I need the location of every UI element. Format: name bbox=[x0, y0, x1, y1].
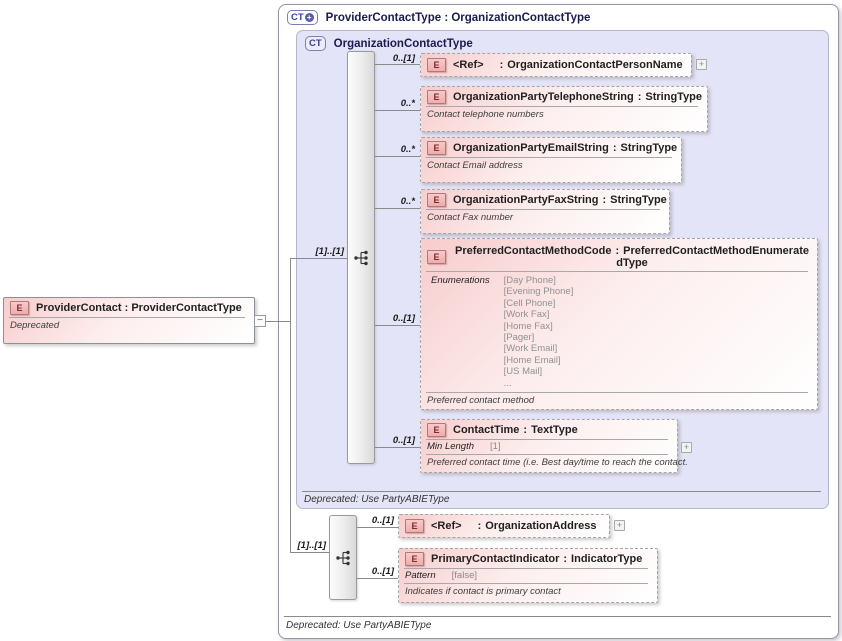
element-title: PrimaryContactIndicator : IndicatorType bbox=[431, 553, 643, 565]
organization-party-email-string-element[interactable] bbox=[420, 137, 682, 183]
facet-row bbox=[399, 569, 657, 583]
enumerations-section bbox=[421, 272, 817, 391]
element-icon: E bbox=[10, 301, 29, 315]
element-icon: E bbox=[427, 250, 446, 264]
cardinality-label: 0..* bbox=[400, 196, 415, 207]
cardinality-label: 0..* bbox=[400, 98, 415, 109]
connector-line bbox=[357, 527, 398, 528]
cardinality-label: 0..[1] bbox=[392, 53, 415, 64]
connector-line bbox=[375, 325, 420, 326]
contact-time-element[interactable] bbox=[420, 419, 688, 473]
outer-footer-divider bbox=[284, 616, 831, 617]
preferred-contact-method-code-element[interactable] bbox=[420, 238, 818, 410]
outer-deprecated-note: Deprecated: Use PartyABIEType bbox=[286, 620, 432, 631]
inner-box-title: OrganizationContactType bbox=[333, 37, 473, 50]
complex-type-derived-icon: CT + bbox=[287, 10, 318, 25]
provider-contact-header bbox=[4, 298, 254, 317]
ref-organization-contact-person-name-element[interactable] bbox=[420, 53, 692, 77]
cardinality-label: 0..[1] bbox=[371, 515, 394, 526]
connector-line bbox=[291, 552, 329, 553]
element-title: <Ref> : OrganizationAddress bbox=[431, 520, 597, 532]
element-icon: E bbox=[405, 552, 424, 566]
ref-organization-address-element[interactable] bbox=[398, 514, 610, 538]
element-title: ContactTime : TextType bbox=[453, 424, 578, 436]
connector-line bbox=[357, 578, 398, 579]
sequence1-cardinality: [1]..[1] bbox=[315, 246, 344, 257]
element-icon: E bbox=[427, 423, 446, 437]
element-annotation: Preferred contact method bbox=[427, 395, 535, 406]
element-annotation: Contact telephone numbers bbox=[427, 109, 544, 120]
connector-line bbox=[375, 208, 420, 209]
cardinality-label: 0..* bbox=[400, 144, 415, 155]
cardinality-label: 0..[1] bbox=[371, 566, 394, 577]
expand-icon[interactable]: + bbox=[681, 442, 692, 453]
connector-line bbox=[291, 258, 347, 259]
element-title: OrganizationPartyEmailString : StringType bbox=[453, 142, 678, 154]
cardinality-label: 0..[1] bbox=[392, 313, 415, 324]
connector-line bbox=[375, 110, 420, 111]
derived-plus-icon: + bbox=[305, 13, 314, 22]
facet-value: [1] bbox=[490, 441, 501, 452]
cardinality-label: 0..[1] bbox=[392, 435, 415, 446]
element-icon: E bbox=[427, 193, 446, 207]
complex-type-icon: CT bbox=[305, 36, 326, 51]
sequence1-compositor[interactable] bbox=[347, 51, 375, 464]
provider-contact-annotation: Deprecated bbox=[10, 320, 60, 331]
element-title: <Ref> : OrganizationContactPersonName bbox=[453, 59, 683, 71]
element-annotation: Preferred contact time (i.e. Best day/time to reach the contact. bbox=[427, 457, 688, 468]
sequence-icon bbox=[335, 549, 352, 567]
connector-line bbox=[375, 447, 420, 448]
element-annotation: Contact Fax number bbox=[427, 212, 514, 223]
element-annotation: Contact Email address bbox=[427, 160, 523, 171]
element-title: PreferredContactMethodCode : PreferredContactMethodEnumeratedType bbox=[455, 245, 809, 269]
connector-line bbox=[375, 64, 420, 65]
expand-icon[interactable]: + bbox=[696, 59, 707, 70]
element-icon: E bbox=[427, 90, 446, 104]
facet-value: [false] bbox=[451, 570, 477, 581]
element-title: OrganizationPartyFaxString : StringType bbox=[453, 194, 667, 206]
facet-label: Min Length bbox=[427, 441, 475, 452]
connector-line bbox=[375, 156, 420, 157]
provider-contact-title: ProviderContact : ProviderContactType bbox=[36, 302, 242, 314]
element-icon: E bbox=[427, 58, 446, 72]
enumerations-label: Enumerations bbox=[431, 275, 490, 286]
element-title: OrganizationPartyTelephoneString : StringType bbox=[453, 91, 703, 103]
sequence-icon bbox=[353, 249, 370, 267]
inner-deprecated-note: Deprecated: Use PartyABIEType bbox=[304, 494, 450, 505]
sequence2-compositor[interactable] bbox=[329, 515, 357, 600]
outer-box-title: ProviderContactType : OrganizationContactType bbox=[325, 11, 591, 24]
provider-contact-type-header bbox=[279, 5, 838, 30]
expand-icon[interactable]: + bbox=[614, 520, 625, 531]
enumeration-values: [Day Phone] [Evening Phone] [Cell Phone] [Work Fax] [Home Fax] [Pager] [Work Email] [Home Email] [US Mail] ... bbox=[503, 275, 574, 389]
collapse-handle-icon[interactable]: − bbox=[254, 315, 266, 327]
element-icon: E bbox=[427, 141, 446, 155]
connector-line bbox=[266, 321, 290, 322]
primary-contact-indicator-element[interactable] bbox=[398, 548, 658, 603]
element-icon: E bbox=[405, 519, 424, 533]
sequence2-cardinality: [1]..[1] bbox=[297, 540, 326, 551]
provider-contact-element[interactable] bbox=[3, 297, 255, 344]
inner-footer-divider bbox=[302, 491, 821, 492]
element-annotation: Indicates if contact is primary contact bbox=[405, 586, 561, 597]
facet-label: Pattern bbox=[405, 570, 436, 581]
organization-party-fax-string-element[interactable] bbox=[420, 189, 670, 234]
organization-party-telephone-string-element[interactable] bbox=[420, 86, 708, 132]
facet-row bbox=[421, 440, 677, 454]
connector-line bbox=[290, 258, 291, 553]
